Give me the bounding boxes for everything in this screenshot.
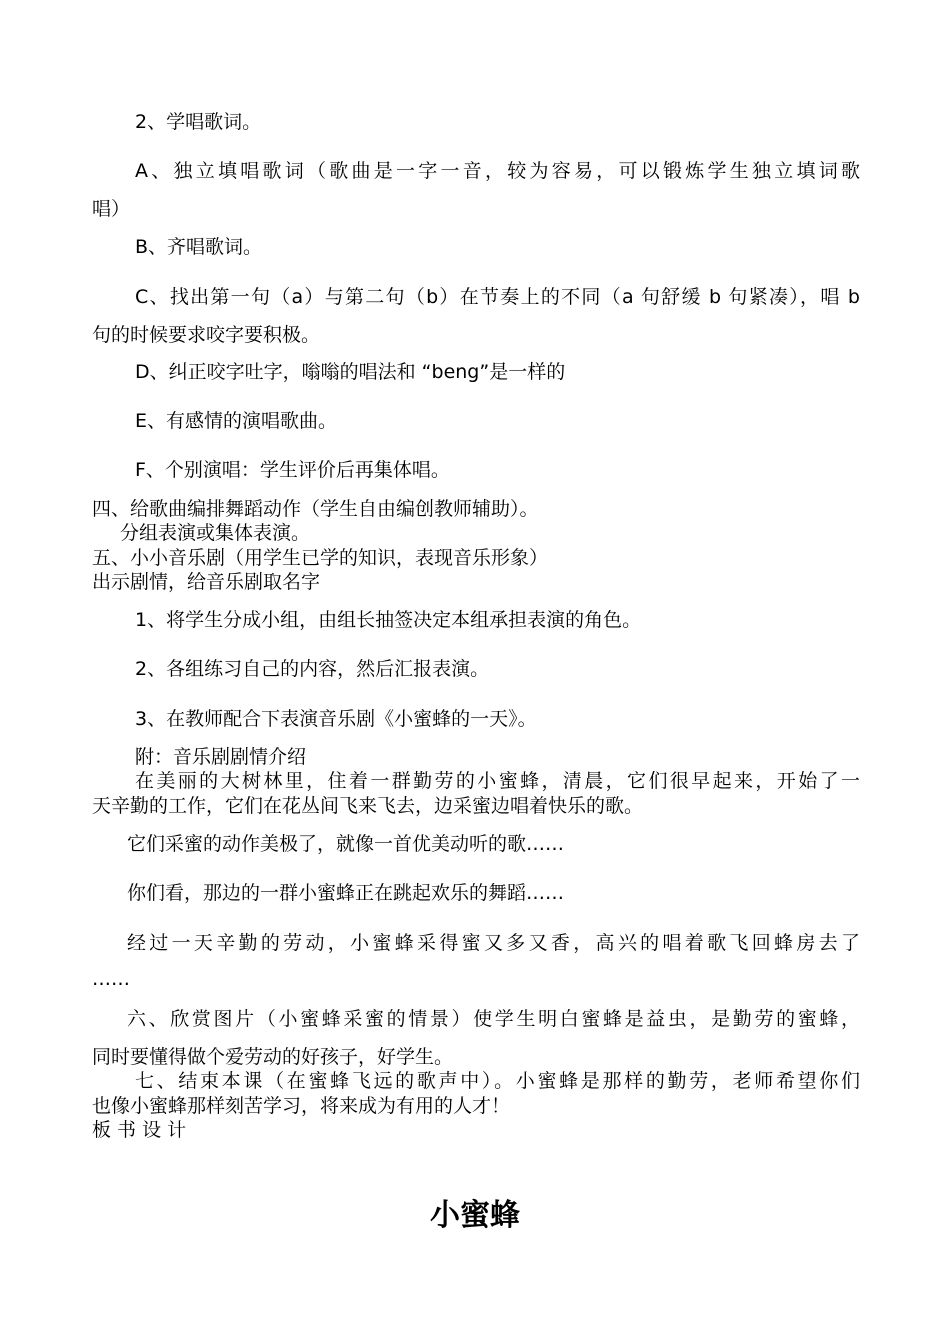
text-line: 在美丽的大树林里，住着一群勤劳的小蜜蜂，清晨，它们很早起来，开始了一 <box>135 770 860 792</box>
section-heading: 六、欣赏图片（小蜜蜂采蜜的情景）使学生明白蜜蜂是益虫，是勤劳的蜜蜂， <box>127 1008 860 1030</box>
text-line: 3、在教师配合下表演音乐剧《小蜜蜂的一天》。 <box>135 708 537 730</box>
text-line: C、找出第一句（a）与第二句（b）在节奏上的不同（a 句舒缓 b 句紧凑），唱 b <box>135 286 860 308</box>
text-line: 也像小蜜蜂那样刻苦学习，将来成为有用的人才！ <box>92 1095 511 1117</box>
section-heading: 五、小小音乐剧（用学生已学的知识，表现音乐形象） <box>92 547 549 569</box>
text-line: 附：音乐剧剧情介绍 <box>135 746 307 768</box>
text-line: 1、将学生分成小组，由组长抽签决定本组承担表演的角色。 <box>135 609 642 631</box>
board-title: 小蜜蜂 <box>430 1198 520 1233</box>
text-line: 句的时候要求咬字要积极。 <box>92 324 321 346</box>
text-line: A、独立填唱歌词（歌曲是一字一音，较为容易，可以锻炼学生独立填词歌 <box>135 160 860 182</box>
text-line: 出示剧情，给音乐剧取名字 <box>92 571 321 593</box>
text-line: 2、学唱歌词。 <box>135 111 262 133</box>
text-line: 唱） <box>92 198 131 220</box>
text-line: 同时要懂得做个爱劳动的好孩子，好学生。 <box>92 1046 454 1068</box>
text-line: …… <box>92 968 130 990</box>
text-line: 经过一天辛勤的劳动，小蜜蜂采得蜜又多又香，高兴的唱着歌飞回蜂房去了 <box>127 932 860 954</box>
text-line: 你们看，那边的一群小蜜蜂正在跳起欢乐的舞蹈…… <box>127 882 565 904</box>
text-line: 分组表演或集体表演。 <box>120 522 311 544</box>
board-design-label: 板 书 设 计 <box>92 1119 187 1141</box>
text-line: F、个别演唱：学生评价后再集体唱。 <box>135 459 450 481</box>
text-line: B、齐唱歌词。 <box>135 236 263 258</box>
text-line: 它们采蜜的动作美极了，就像一首优美动听的歌…… <box>127 833 565 855</box>
text-line: 2、各组练习自己的内容，然后汇报表演。 <box>135 658 490 680</box>
text-line: D、纠正咬字吐字，嗡嗡的唱法和 “beng”是一样的 <box>135 361 566 383</box>
section-heading: 七、结束本课（在蜜蜂飞远的歌声中）。小蜜蜂是那样的勤劳，老师希望你们 <box>135 1070 860 1092</box>
text-line: 天辛勤的工作，它们在花丛间飞来飞去，边采蜜边唱着快乐的歌。 <box>92 795 644 817</box>
section-heading: 四、给歌曲编排舞蹈动作（学生自由编创教师辅助）。 <box>92 498 539 520</box>
text-line: E、有感情的演唱歌曲。 <box>135 410 338 432</box>
